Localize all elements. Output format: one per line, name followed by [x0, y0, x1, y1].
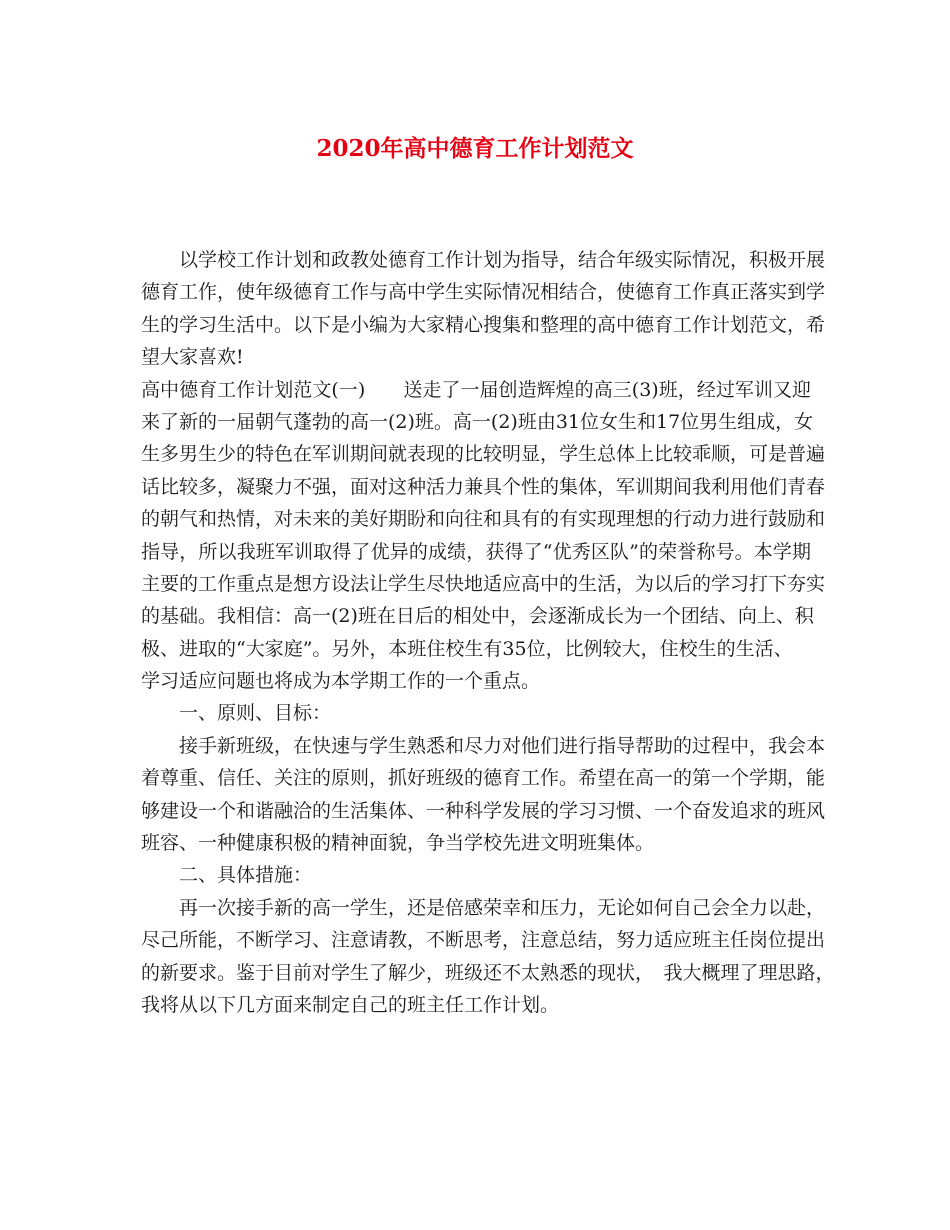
section-heading: 一、原则、目标：: [179, 702, 332, 725]
section-heading: 二、具体措施：: [179, 864, 313, 887]
paragraph-line: 够建设一个和谐融洽的生活集体、一种科学发展的学习习惯、一个奋发追求的班风: [141, 799, 826, 822]
paragraph-line: 来了新的一届朝气蓬勃的高一(2)班。高一(2)班由31位女生和17位男生组成，女: [141, 410, 814, 433]
paragraph-line: 高中德育工作计划范文(一) 送走了一届创造辉煌的高三(3)班，经过军训又迎: [141, 378, 811, 401]
paragraph-line: 接手新班级，在快速与学生熟悉和尽力对他们进行指导帮助的过程中，我会本: [179, 734, 826, 757]
paragraph-line: 学习适应问题也将成为本学期工作的一个重点。: [141, 670, 541, 693]
document-body: [141, 244, 835, 1021]
paragraph-line: 的新要求。鉴于目前对学生了解少，班级还不太熟悉的现状， 我大概理了理思路，: [141, 961, 835, 984]
document-title: 2020年高中德育工作计划范文: [316, 135, 634, 162]
paragraph-line: 以学校工作计划和政教处德育工作计划为指导，结合年级实际情况，积极开展: [179, 249, 826, 271]
paragraph-line: 着尊重、信任、关注的原则，抓好班级的德育工作。希望在高一的第一个学期，能: [141, 767, 826, 790]
paragraph-line: 班容、一种健康积极的精神面貌，争当学校先进文明班集体。: [141, 832, 655, 855]
paragraph-line: 德育工作，使年级德育工作与高中学生实际情况相结合，使德育工作真正落实到学: [141, 281, 826, 304]
paragraph-line: 话比较多，凝聚力不强，面对这种活力兼具个性的集体，军训期间我利用他们青春: [141, 475, 826, 498]
paragraph-line: 主要的工作重点是想方设法让学生尽快地适应高中的生活，为以后的学习打下夯实: [141, 572, 826, 595]
paragraph-line: 极、进取的“大家庭”。另外，本班住校生有35位，比例较大，住校生的生活、: [141, 637, 793, 660]
paragraph-line: 再一次接手新的高一学生，还是倍感荣幸和压力，无论如何自己会全力以赴，: [179, 896, 826, 919]
paragraph-line: 指导，所以我班军训取得了优异的成绩，获得了“优秀区队”的荣誉称号。本学期: [141, 540, 811, 563]
paragraph-line: 望大家喜欢!: [141, 346, 244, 369]
paragraph-line: 的基础。我相信：高一(2)班在日后的相处中，会逐渐成长为一个团结、向上、积: [141, 605, 814, 628]
paragraph-line: 生的学习生活中。以下是小编为大家精心搜集和整理的高中德育工作计划范文，希: [141, 313, 826, 336]
paragraph-line: 我将从以下几方面来制定自己的班主任工作计划。: [141, 993, 560, 1016]
paragraph-line: 的朝气和热情，对未来的美好期盼和向往和具有的有实现理想的行动力进行鼓励和: [141, 508, 826, 531]
paragraph-line: 生多男生少的特色在军训期间就表现的比较明显，学生总体上比较乖顺，可是普遍: [141, 443, 826, 466]
paragraph-line: 尽己所能，不断学习、注意请教，不断思考，注意总结，努力适应班主任岗位提出: [141, 929, 826, 952]
